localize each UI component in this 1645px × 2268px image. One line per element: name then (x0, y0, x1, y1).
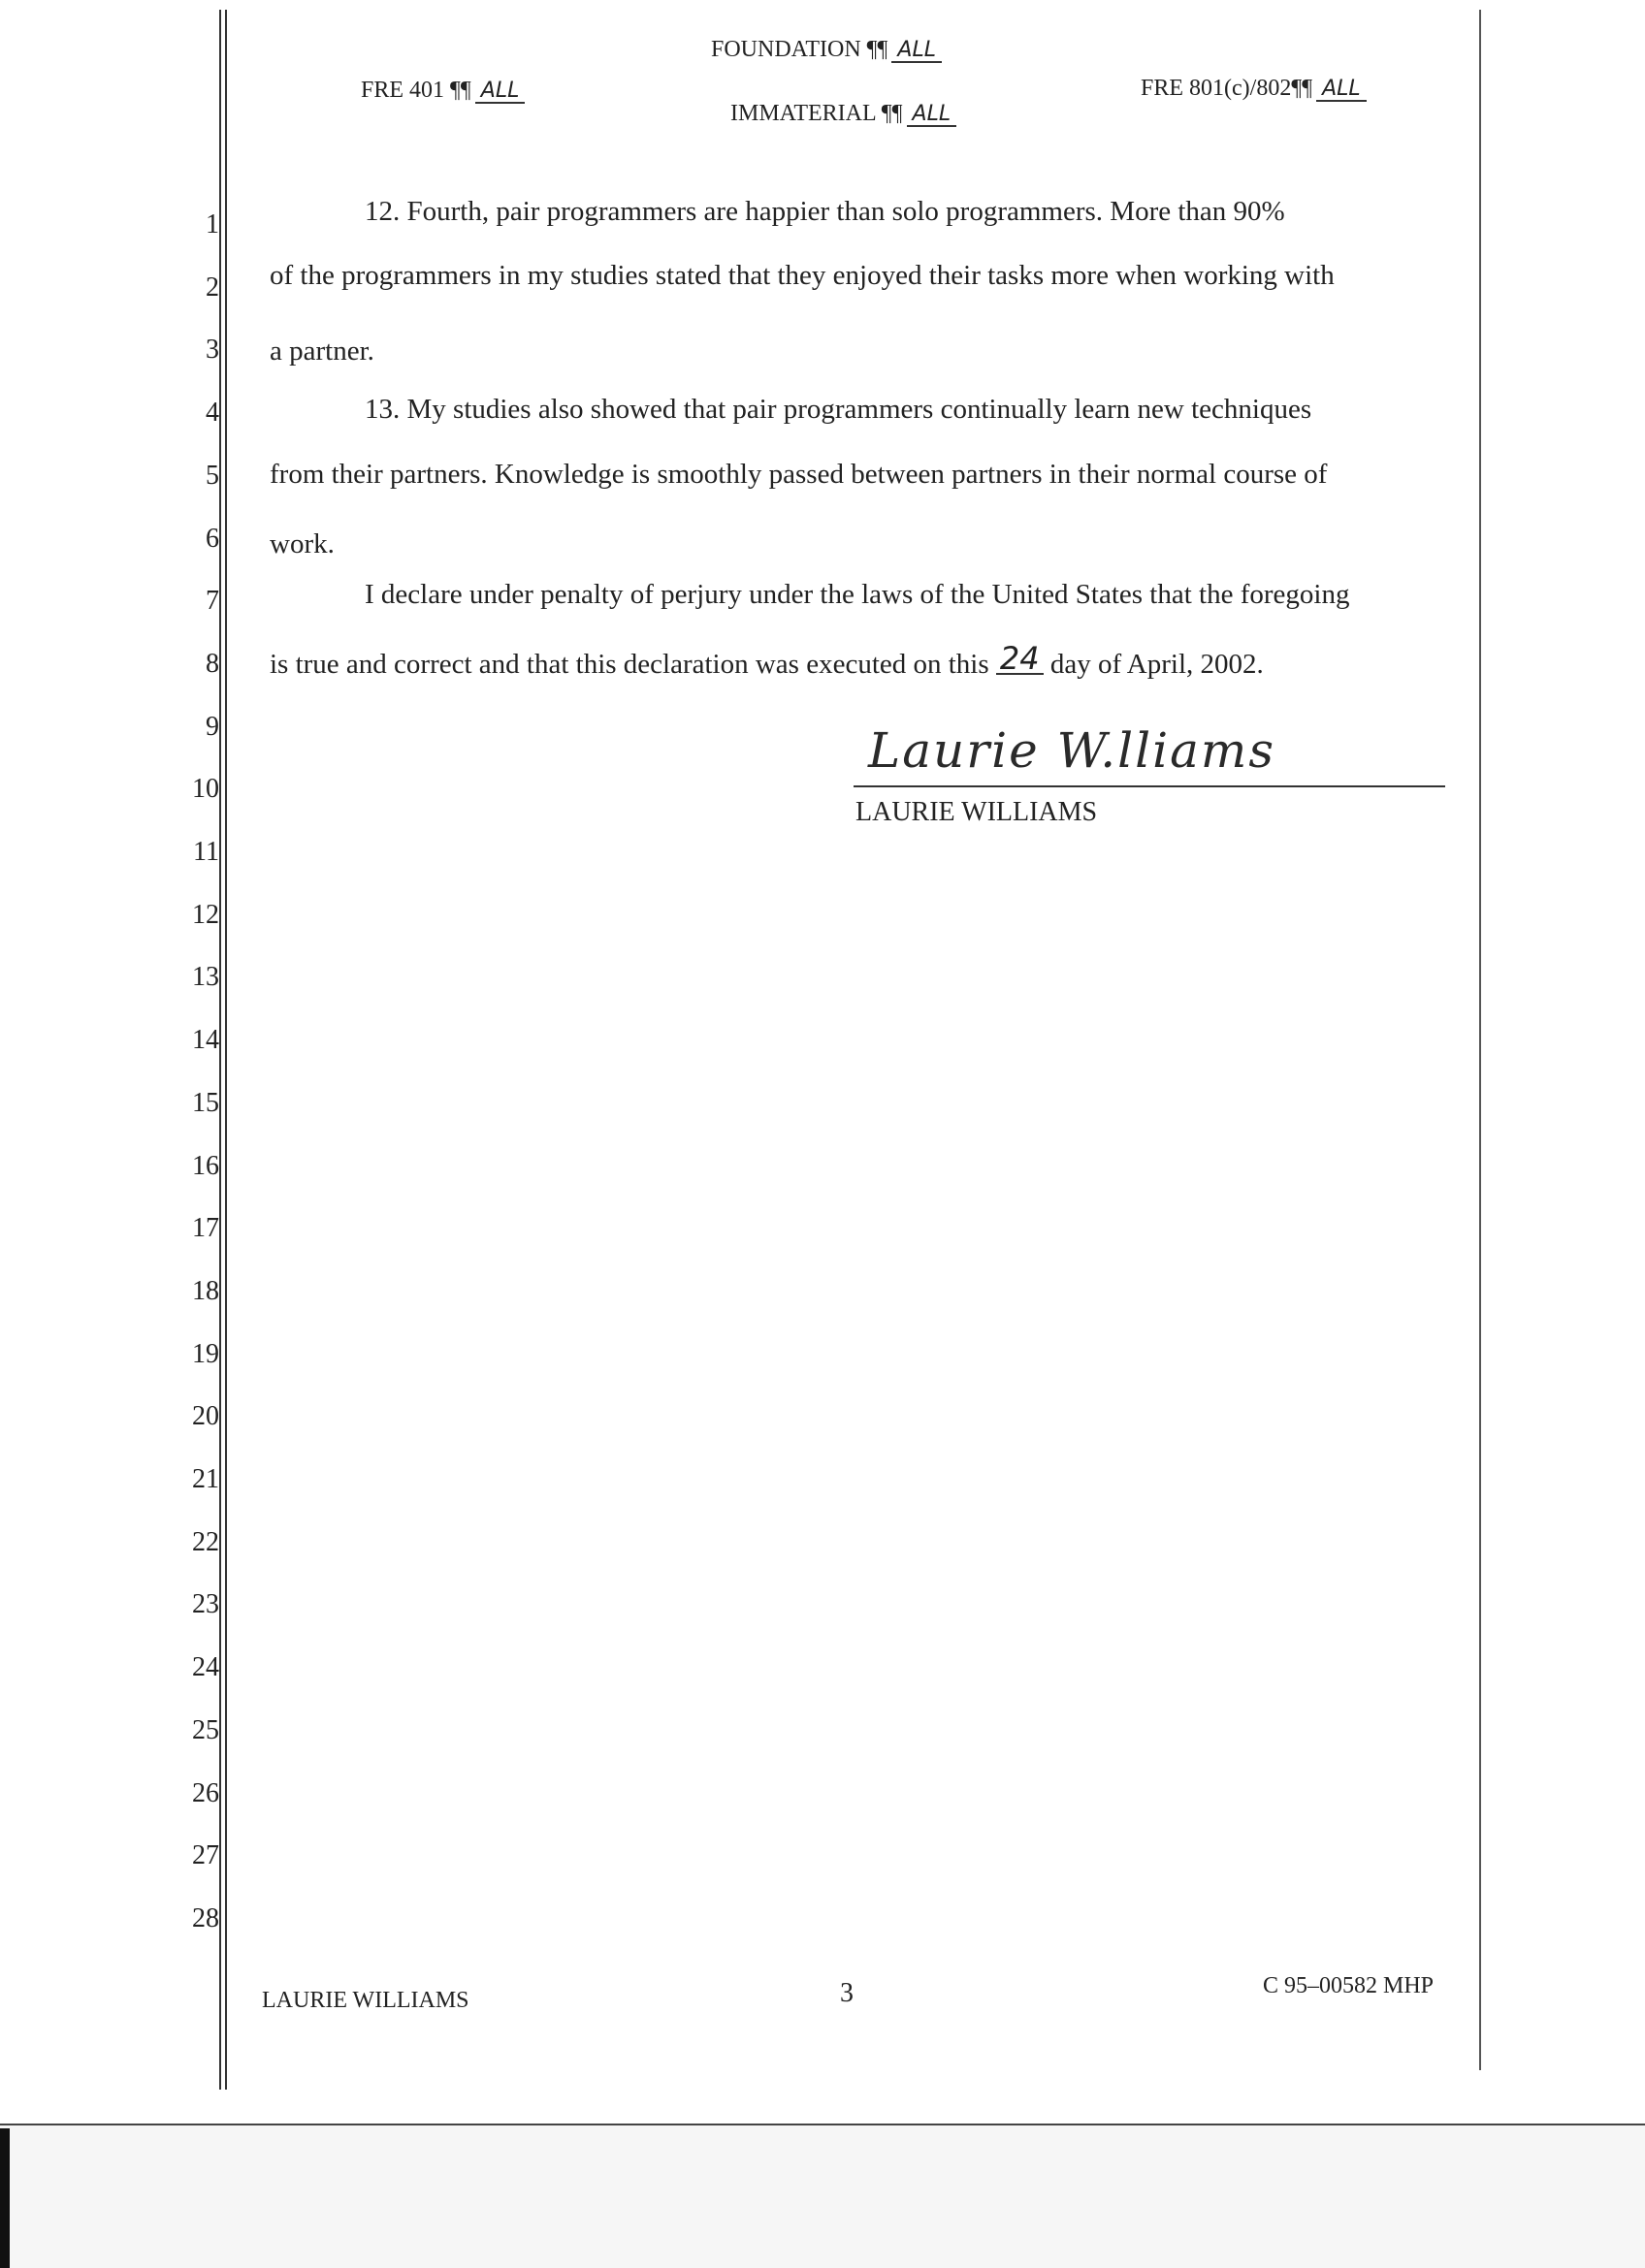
declaration-line-2-end: day of April, 2002. (1049, 649, 1264, 680)
right-margin-rule (1479, 10, 1481, 2070)
line-number: 18 (192, 1276, 219, 1306)
line-number: 3 (206, 335, 219, 365)
immaterial-objection (730, 101, 956, 127)
declaration-line-2 (270, 640, 1264, 681)
line-number: 14 (192, 1025, 219, 1055)
page-number: 3 (840, 1978, 854, 2008)
paragraph-13-line-1: 13. My studies also showed that pair programmers continually learn new techniques (365, 394, 1312, 425)
footer-name: LAURIE WILLIAMS (262, 1988, 469, 2013)
scan-bottom-edge (0, 2125, 1645, 2268)
paragraph-13-line-2: from their partners. Knowledge is smoothly passed between partners in their normal course of (270, 459, 1328, 490)
line-number: 20 (192, 1401, 219, 1431)
line-number: 22 (192, 1527, 219, 1557)
scan-edge-shadow (0, 2128, 10, 2268)
line-number: 9 (206, 712, 219, 742)
line-number: 2 (206, 272, 219, 303)
case-number: C 95–00582 MHP (1263, 1973, 1435, 1998)
fre401-objection (361, 78, 525, 104)
line-number: 11 (193, 837, 219, 867)
declaration-line-2-text: is true and correct and that this declaration was executed on this (270, 649, 989, 680)
line-number: 28 (192, 1903, 219, 1933)
paragraph-12-line-2: of the programmers in my studies stated that they enjoyed their tasks more when working with (270, 260, 1335, 291)
line-number: 23 (192, 1589, 219, 1619)
line-number: 10 (192, 774, 219, 804)
fre801-handwritten-mark: ALL (1316, 79, 1367, 102)
line-number: 26 (192, 1778, 219, 1808)
signature-line (854, 785, 1445, 787)
foundation-label: FOUNDATION ¶¶ (711, 37, 888, 62)
line-number: 8 (206, 649, 219, 679)
foundation-handwritten-mark: ALL (891, 40, 942, 63)
fre801-label: FRE 801(c)/802¶¶ (1141, 76, 1313, 101)
declaration-line-1: I declare under penalty of perjury under the laws of the United States that the foregoing (365, 579, 1350, 610)
immaterial-label: IMMATERIAL ¶¶ (730, 101, 903, 126)
handwritten-signature: Laurie W.lliams (868, 722, 1275, 779)
line-number: 21 (192, 1464, 219, 1494)
line-number: 6 (206, 524, 219, 554)
line-number: 5 (206, 461, 219, 491)
paragraph-12-line-1: 12. Fourth, pair programmers are happier than solo programmers. More than 90% (365, 196, 1285, 227)
line-number: 7 (206, 586, 219, 616)
line-number: 1 (206, 209, 219, 240)
paragraph-12-line-3: a partner. (270, 335, 374, 367)
signatory-name: LAURIE WILLIAMS (855, 797, 1098, 827)
fre401-handwritten-mark: ALL (475, 80, 526, 104)
fre401-label: FRE 401 ¶¶ (361, 78, 471, 103)
line-number: 15 (192, 1088, 219, 1118)
line-number: 17 (192, 1213, 219, 1243)
line-number: 12 (192, 900, 219, 930)
line-number: 19 (192, 1339, 219, 1369)
line-number: 24 (192, 1652, 219, 1682)
line-number: 16 (192, 1151, 219, 1181)
left-margin-rule (219, 10, 221, 2090)
left-margin-rule-inner (225, 10, 227, 2090)
paragraph-13-line-3: work. (270, 528, 335, 559)
line-number: 4 (206, 398, 219, 428)
fre801-objection (1141, 76, 1367, 102)
immaterial-handwritten-mark: ALL (907, 104, 957, 127)
line-number: 13 (192, 962, 219, 992)
line-number: 25 (192, 1715, 219, 1745)
handwritten-day: 24 (996, 644, 1044, 675)
line-number: 27 (192, 1840, 219, 1870)
foundation-objection (711, 37, 942, 63)
